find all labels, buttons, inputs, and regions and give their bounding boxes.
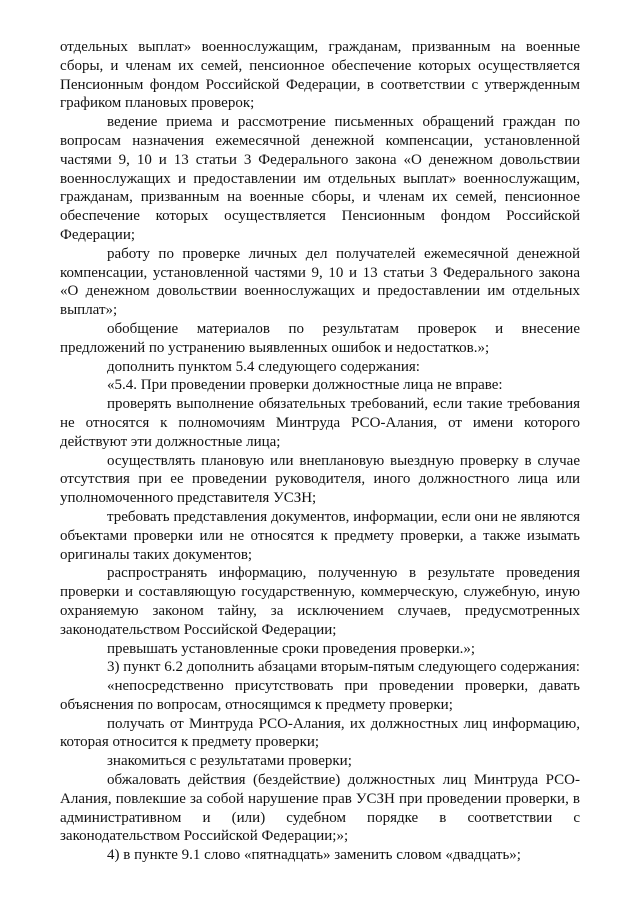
- paragraph: [60, 508, 580, 564]
- paragraph-text: знакомиться с результатами проверки;: [107, 753, 352, 770]
- paragraph-text: осуществлять плановую или внеплановую выездную проверку в случае отсутствия при ее проведении руководителя, иного должностного лица или уполномоченного представителя УСЗН;: [60, 452, 580, 507]
- paragraph-text: обжаловать действия (бездействие) должностных лиц Минтруда РСО-Алания, повлекшие за собой нарушение прав УСЗН при проведении проверки, в административном и (или) судебном порядке в соответствии с законодательством Российской Федерации;»;: [60, 772, 580, 845]
- paragraph: [60, 771, 580, 846]
- paragraph: [60, 358, 580, 377]
- paragraph: [60, 38, 580, 113]
- paragraph-text: обобщение материалов по результатам проверок и внесение предложений по устранению выявленных ошибок и недостатков.»;: [60, 320, 580, 356]
- paragraph: [60, 395, 580, 451]
- paragraph-text: 4) в пункте 9.1 слово «пятнадцать» заменить словом «двадцать»;: [107, 847, 521, 864]
- paragraph: [60, 564, 580, 639]
- paragraph: [60, 846, 580, 865]
- paragraph-text: работу по проверке личных дел получателей ежемесячной денежной компенсации, установленной частями 9, 10 и 13 статьи 3 Федерального закона «О денежном довольствии военнослужащих и предоставлении им отдельных выплат»;: [60, 245, 580, 319]
- paragraph-text: ведение приема и рассмотрение письменных обращений граждан по вопросам назначения ежемесячной денежной компенсации, установленной частями 9, 10 и 13 статьи 3 Федерального закона «О денежном довольствии военнослужащих и предоставлении им отдельных выплат» военнослужащим, гражданам, призванным на военные сборы, и членам их семей, пенсионное обеспечение которых осуществляется Пенсионным фондом Российской Федерации;: [60, 114, 580, 243]
- paragraph: [60, 640, 580, 659]
- paragraph-text: распространять информацию, полученную в результате проведения проверки и составляющую государственную, коммерческую, служебную, иную охраняемую законом тайну, за исключением случаев, предусмотренных законодательством Российской Федерации;: [60, 565, 580, 638]
- paragraph-text: проверять выполнение обязательных требований, если такие требования не относятся к полномочиям Минтруда РСО-Алания, от имени которого действуют эти должностные лица;: [60, 396, 580, 450]
- paragraph: [60, 658, 580, 677]
- paragraph-text: «5.4. При проведении проверки должностные лица не вправе:: [107, 377, 503, 394]
- paragraph-text: получать от Минтруда РСО-Алания, их должностных лиц информацию, которая относится к предмету проверки;: [60, 715, 580, 751]
- paragraph: [60, 245, 580, 320]
- paragraph-text: превышать установленные сроки проведения проверки.»;: [107, 640, 476, 657]
- paragraph: [60, 677, 580, 715]
- paragraph: [60, 715, 580, 753]
- paragraph-text: дополнить пунктом 5.4 следующего содержания:: [107, 358, 420, 375]
- paragraph: [60, 752, 580, 771]
- paragraph: [60, 320, 580, 358]
- paragraph: [60, 376, 580, 395]
- paragraph: [60, 452, 580, 508]
- paragraph-text: отдельных выплат» военнослужащим, гражданам, призванным на военные сборы, и членам их семей, пенсионное обеспечение которых осуществляется Пенсионным фондом Российской Федерации, в соответствии с утвержденным графиком плановых проверок;: [60, 39, 580, 112]
- paragraph-text: требовать представления документов, информации, если они не являются объектами проверки или не относятся к предмету проверки, а также изымать оригиналы таких документов;: [60, 508, 580, 563]
- paragraph-text: «непосредственно присутствовать при проведении проверки, давать объяснения по вопросам, относящимся к предмету проверки;: [60, 678, 580, 713]
- paragraph-text: 3) пункт 6.2 дополнить абзацами вторым-пятым следующего содержания:: [107, 659, 580, 676]
- paragraph: [60, 113, 580, 245]
